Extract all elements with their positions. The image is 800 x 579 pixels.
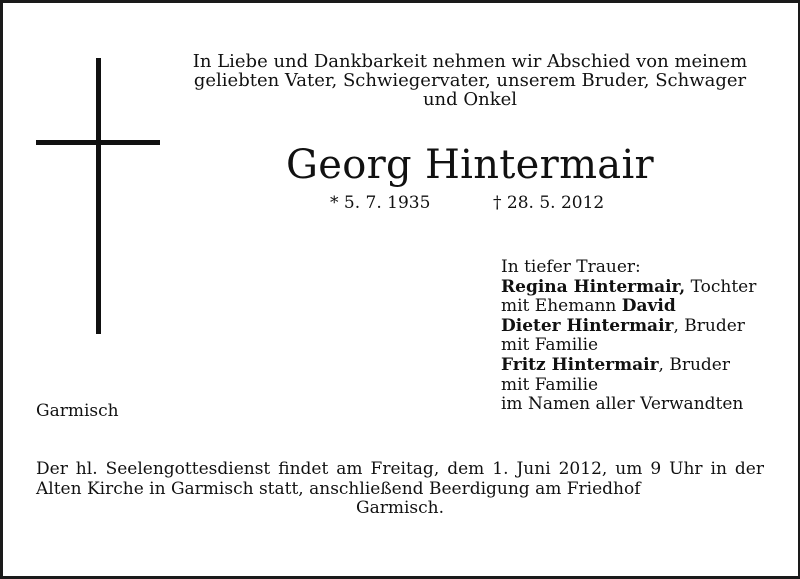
service-text: Der hl. Seelengottesdienst findet am Freitag, dem 1. Juni 2012, um 9 Uhr in der Alten Kirche in Garmisch statt, anschließend Beerdigung am Friedhof bbox=[36, 459, 764, 499]
mourner-role: , Bruder bbox=[673, 315, 745, 336]
cross-horizontal-bar bbox=[36, 140, 160, 145]
mourner-name: Dieter Hintermair bbox=[501, 315, 674, 336]
birth-date: * 5. 7. 1935 bbox=[330, 193, 431, 213]
service-notice bbox=[36, 460, 764, 519]
intro-text bbox=[180, 52, 760, 109]
mourner-line bbox=[501, 317, 791, 337]
mourner-name: Regina Hintermair, bbox=[501, 276, 686, 297]
service-text-end: Garmisch. bbox=[356, 498, 444, 518]
mourner-role: Tochter bbox=[685, 276, 757, 297]
mourner-relation: mit Ehemann bbox=[501, 296, 622, 317]
mourners-closing: im Namen aller Verwandten bbox=[501, 394, 744, 415]
deceased-name: Georg Hintermair bbox=[286, 142, 654, 188]
mourner-line: mit Familie bbox=[501, 335, 599, 356]
intro-line: und Onkel bbox=[422, 89, 518, 110]
place-name: Garmisch bbox=[36, 401, 119, 421]
mourner-line: mit Familie bbox=[501, 374, 599, 395]
mourners-list bbox=[501, 258, 791, 415]
intro-line: In Liebe und Dankbarkeit nehmen wir Abschied von meinem bbox=[192, 51, 748, 72]
mourner-line bbox=[501, 278, 791, 298]
mourner-role: , Bruder bbox=[658, 354, 730, 375]
mourners-heading: In tiefer Trauer: bbox=[501, 257, 641, 277]
death-date: † 28. 5. 2012 bbox=[493, 193, 605, 213]
mourner-spouse-name: David bbox=[621, 296, 676, 317]
cross-vertical-bar bbox=[96, 58, 101, 334]
mourner-name: Fritz Hintermair bbox=[501, 354, 659, 375]
mourner-line bbox=[501, 356, 791, 376]
intro-line: geliebten Vater, Schwiegervater, unserem Bruder, Schwager bbox=[193, 70, 747, 91]
mourner-line bbox=[501, 297, 791, 317]
